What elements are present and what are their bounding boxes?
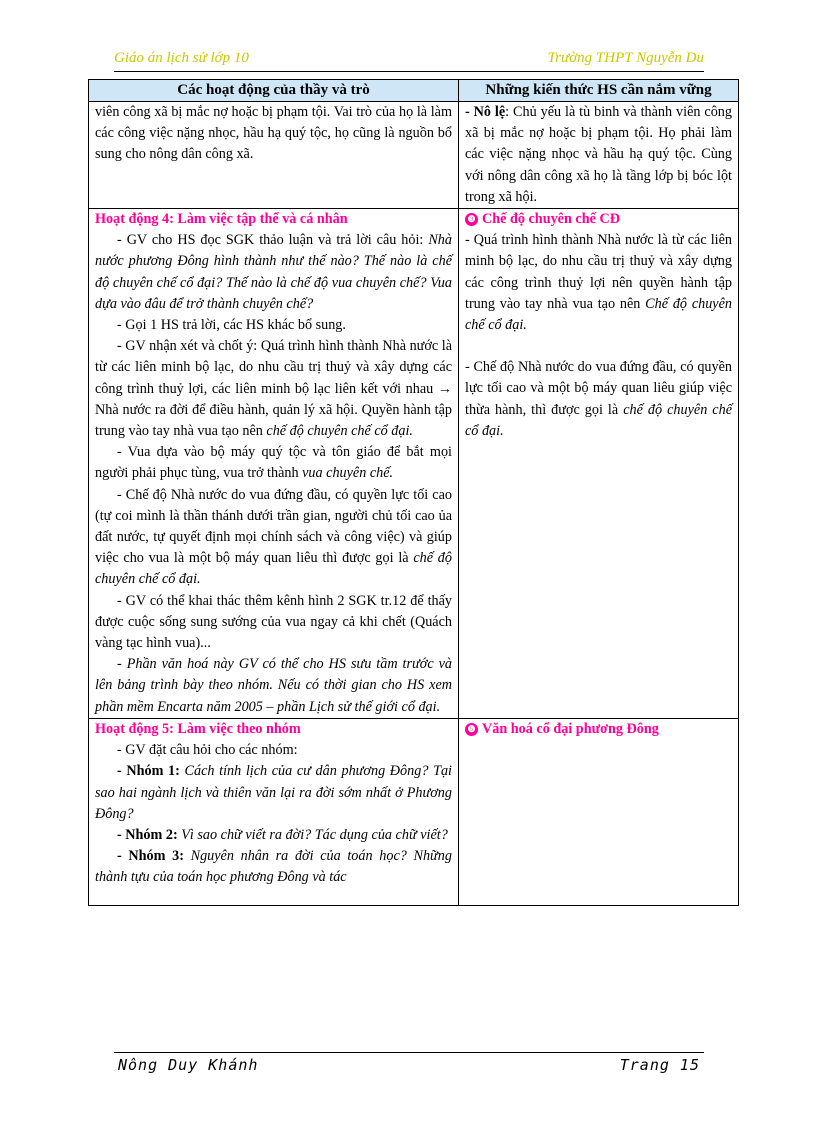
row1-right-text: : Chủ yếu là tù binh và thành viên công xã bị mắc nợ hoặc bị phạm tội. Họ phải làm các việc nặng nhọc và hầu hạ quý tộc. Cùng với nông dân công xã họ là tầng lớp bị bóc lột trong xã hội. bbox=[465, 104, 732, 205]
spacer bbox=[465, 336, 732, 357]
page-header bbox=[114, 50, 704, 70]
row2-left-cell bbox=[89, 209, 459, 719]
circled-number-icon: ❸ bbox=[465, 213, 478, 226]
row2-paragraph: - GV nhận xét và chốt ý: Quá trình hình thành Nhà nước là từ các liên minh bộ lạc, do nhu cầu trị thuỷ và xây dựng các công trình thuỷ lợi, các liên minh bộ lạc liên kết với nhau → Nhà nước ra đời để điều hành, quản lý xã hội. Quyền hành tập trung vào tay nhà vua tạo nên chế độ chuyên chế cổ đại. bbox=[95, 338, 452, 440]
activity-5-title: Hoạt động 5: Làm việc theo nhóm bbox=[95, 720, 301, 737]
table-header-row bbox=[89, 80, 739, 102]
row1-right-label: - Nô lệ bbox=[465, 104, 506, 120]
footer-divider bbox=[114, 1052, 704, 1053]
row2-paragraph: - GV có thể khai thác thêm kênh hình 2 SGK tr.12 để thấy được cuộc sống sung sướng của vua ngay cả khi chết (Quách vàng tạc hình vua)... bbox=[95, 592, 452, 652]
footer-author: Nông Duy Khánh bbox=[118, 1056, 259, 1074]
table-row bbox=[89, 209, 739, 719]
group-3-question: - Nhóm 3: Nguyên nhân ra đời của toán học? Những thành tựu của toán học phương Đông và tác bbox=[95, 848, 452, 886]
group-2-question: - Nhóm 2: Vì sao chữ viết ra đời? Tác dụng của chữ viết? bbox=[117, 826, 448, 843]
row2-right-paragraph: - Quá trình hình thành Nhà nước là từ các liên minh bộ lạc, do nhu cầu trị thuỷ và xây dựng các công trình thuỷ lợi nên quyền hành tập trung vào tay nhà vua tạo nên Chế độ chuyên chế cổ đại. bbox=[465, 232, 732, 334]
header-right-text: Trường THPT Nguyễn Du bbox=[547, 50, 704, 66]
row2-paragraph: - Phần văn hoá này GV có thể cho HS sưu tầm trước và lên bảng trình bày theo nhóm. Nếu có thời gian cho HS xem phần mềm Encarta năm 2005 – phần Lịch sử thế giới cổ đại. bbox=[95, 656, 452, 715]
row2-paragraph: - Gọi 1 HS trả lời, các HS khác bổ sung. bbox=[117, 317, 346, 334]
header-left-text: Giáo án lịch sử lớp 10 bbox=[114, 50, 249, 66]
lesson-table bbox=[88, 79, 739, 906]
row2-right-cell bbox=[459, 209, 739, 719]
row2-paragraph: - GV cho HS đọc SGK thảo luận và trả lời câu hỏi: Nhà nước phương Đông hình thành như thế nào? Thế nào là chế độ chuyên chế cổ đại? Thế nào là chế độ vua chuyên chế? Vua dựa vào đâu để trở thành chuyên chế? bbox=[95, 232, 452, 312]
row2-paragraph: - Vua dựa vào bộ máy quý tộc và tôn giáo để bắt mọi người phải phục tùng, vua trở thành vua chuyên chế. bbox=[95, 444, 452, 482]
activity-4-title: Hoạt động 4: Làm việc tập thể và cá nhân bbox=[95, 211, 348, 228]
group-1-question: - Nhóm 1: Cách tính lịch của cư dân phương Đông? Tại sao hai ngành lịch và thiên văn lại ra đời sớm nhất ở Phương Đông? bbox=[95, 763, 452, 822]
table-row bbox=[89, 718, 739, 905]
row3-paragraph: - GV đặt câu hỏi cho các nhóm: bbox=[117, 742, 298, 759]
page-footer bbox=[114, 1056, 704, 1076]
col-header-knowledge: Những kiến thức HS cần nắm vững bbox=[459, 80, 739, 102]
row1-left-cell bbox=[89, 102, 459, 209]
section-5-title: ❺ Văn hoá cổ đại phương Đông bbox=[465, 719, 732, 740]
circled-number-icon: ❺ bbox=[465, 723, 478, 736]
row3-right-cell bbox=[459, 718, 739, 905]
footer-page-number: Trang 15 bbox=[619, 1056, 700, 1074]
row1-left-text: viên công xã bị mắc nợ hoặc bị phạm tội. Vai trò của họ là làm các công việc nặng nhọc, hầu hạ quý tộc, họ cũng là nguồn bổ sung cho nông dân công xã. bbox=[95, 104, 452, 163]
header-divider bbox=[114, 71, 704, 72]
section-3-title: ❸ Chế độ chuyên chế CĐ bbox=[465, 209, 732, 230]
table-row bbox=[89, 102, 739, 209]
row3-left-cell bbox=[89, 718, 459, 905]
row2-right-paragraph: - Chế độ Nhà nước do vua đứng đầu, có quyền lực tối cao và một bộ máy quan liêu giúp việc thừa hành, thì được gọi là chế độ chuyên chế cổ đại. bbox=[465, 359, 732, 439]
col-header-activities: Các hoạt động của thầy và trò bbox=[89, 80, 459, 102]
row2-paragraph: - Chế độ Nhà nước do vua đứng đầu, có quyền lực tối cao (tự coi mình là thần thánh dưới trần gian, người chủ tối cao ủa đất nước, tự quyết định mọi chính sách và công việc) và giúp việc cho vua là một bộ máy quan liêu thì được gọi là chế độ chuyên chế cổ đại. bbox=[95, 486, 452, 588]
row1-right-cell bbox=[459, 102, 739, 209]
